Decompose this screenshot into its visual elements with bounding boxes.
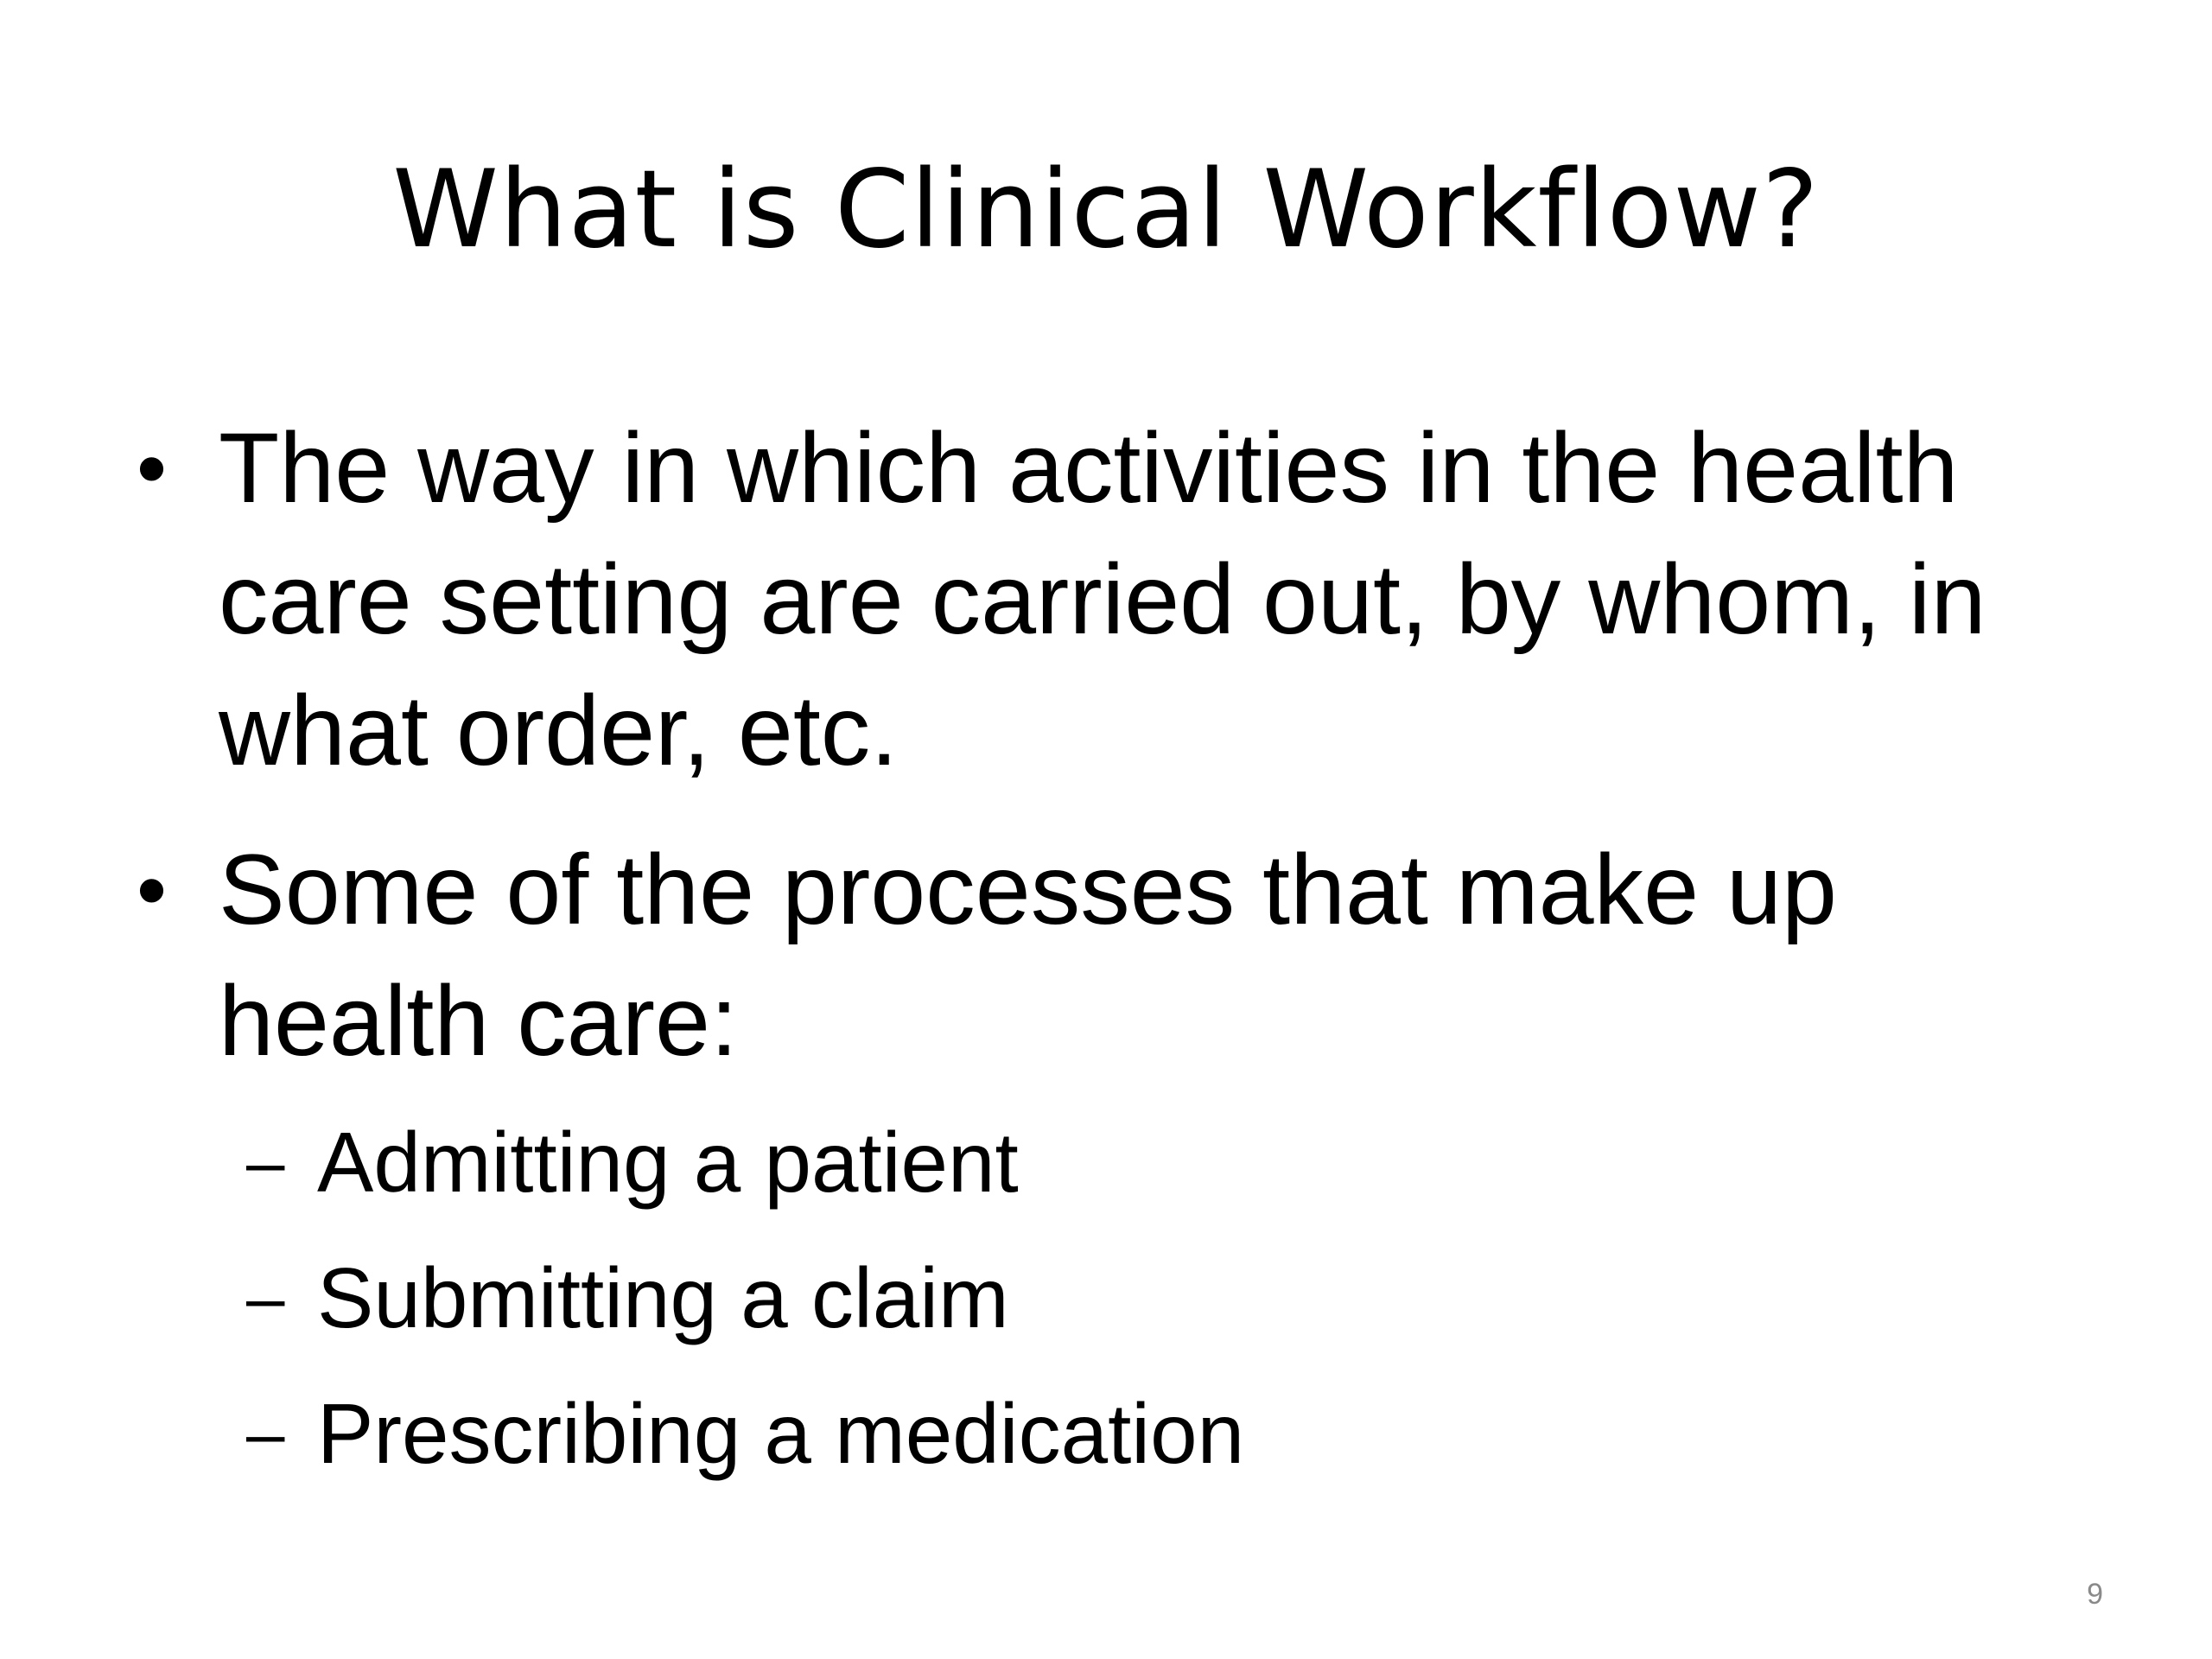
bullet-item (137, 824, 2033, 1087)
bullet-text: Some of the processes that make up health care: (219, 835, 1837, 1077)
sub-bullet-text: Submitting a claim (317, 1250, 1009, 1345)
bullet-marker: • (137, 420, 168, 517)
bullet-item (137, 403, 2033, 797)
dash-marker: – (246, 1395, 285, 1471)
dash-marker: – (246, 1123, 285, 1200)
sub-bullet-text: Prescribing a medication (317, 1386, 1245, 1481)
bullet-marker: • (137, 842, 168, 938)
slide-title: What is Clinical Workflow? (392, 148, 1820, 272)
page-number: 9 (2087, 1578, 2103, 1611)
sub-bullet-text: Admitting a patient (317, 1115, 1019, 1210)
sub-bullet-item (246, 1242, 1959, 1354)
sub-bullet-item (246, 1377, 1959, 1490)
bullet-text: The way in which activities in the health care setting are carried out, by whom, in what order, etc. (219, 413, 1986, 786)
sub-bullet-item (246, 1106, 1959, 1218)
dash-marker: – (246, 1259, 285, 1336)
